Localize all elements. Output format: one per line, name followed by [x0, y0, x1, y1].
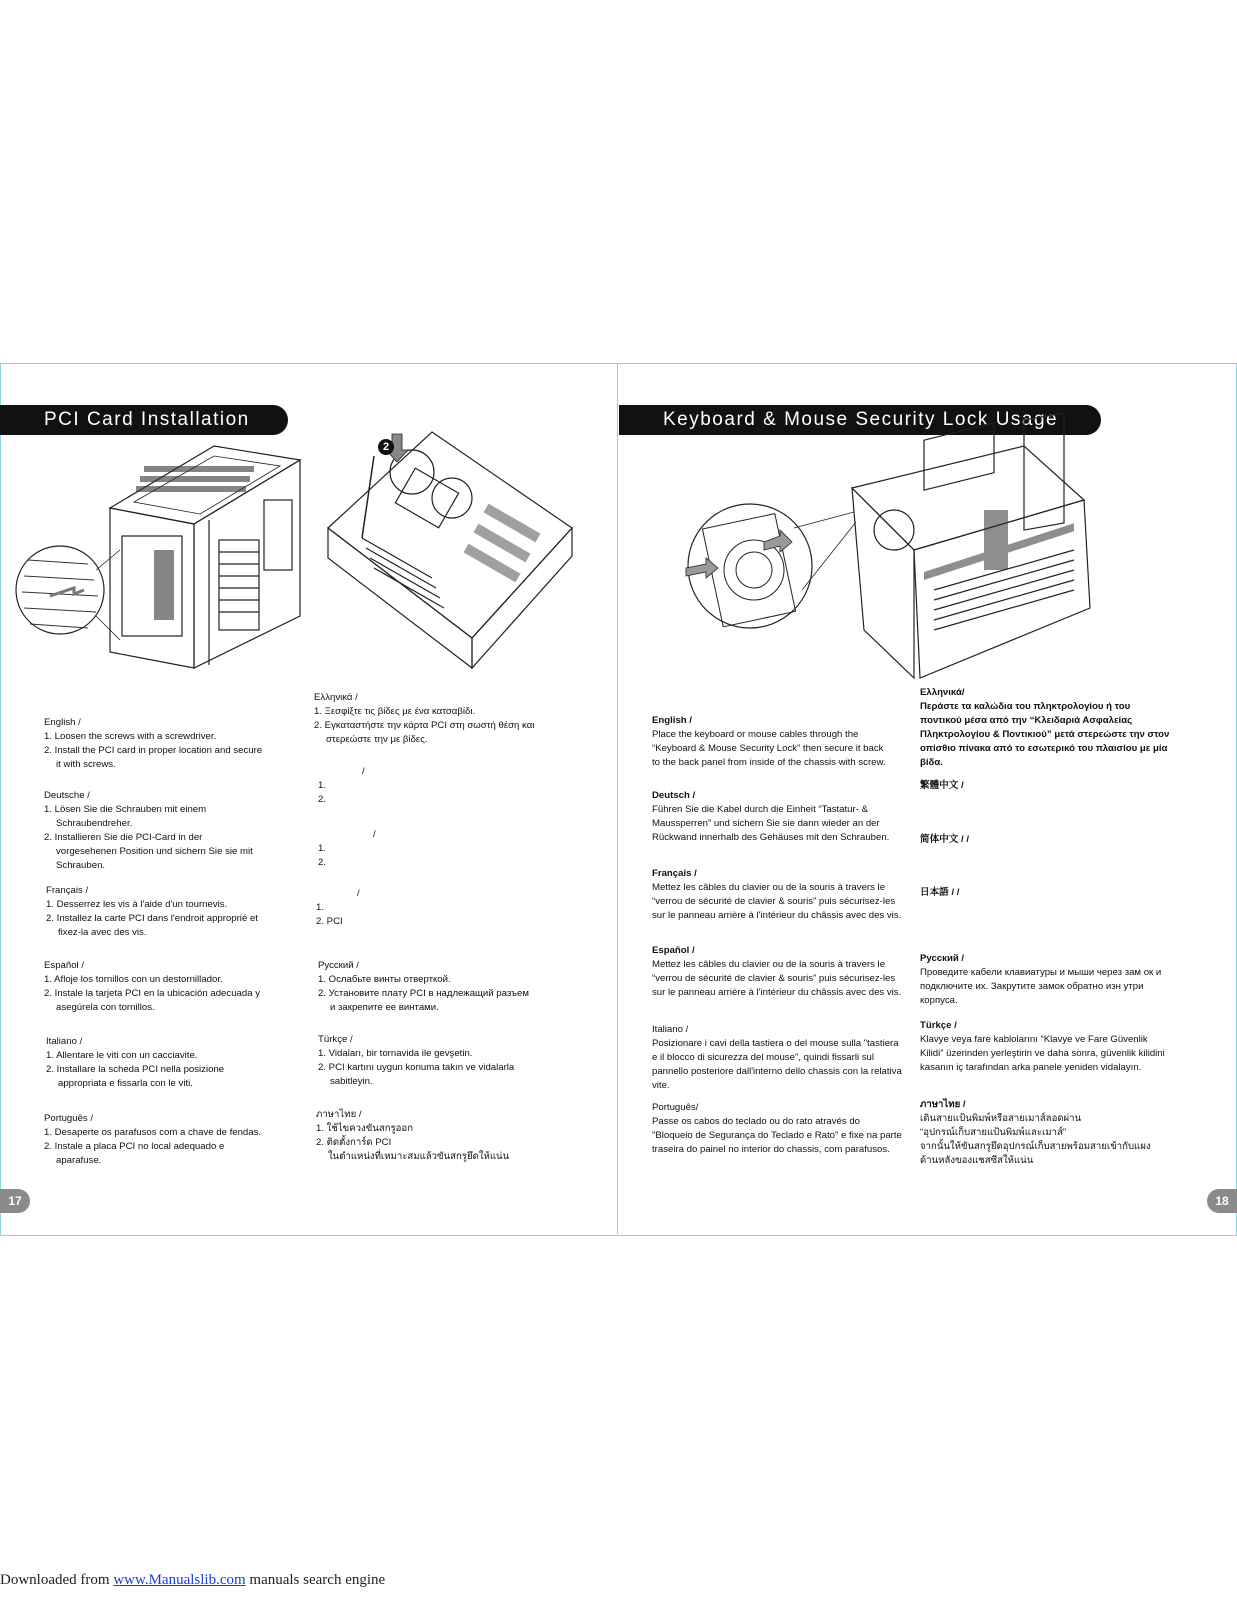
right-english-section: English / Place the keyboard or mouse cables through the “Keyboard & Mouse Security Lock” then secure it back to the back panel from inside of the chassis with screw.	[652, 714, 892, 770]
right-japanese-section	[920, 886, 1170, 900]
left-russian-section: Русский / 1. Ослабьте винты отверткой. 2. Установите плату PCI в надлежащий разъем и закрепите ее винтами.	[318, 959, 608, 1015]
section-heading: /	[373, 829, 376, 840]
left-page-number: 17	[0, 1189, 30, 1213]
section-heading: Português /	[44, 1113, 94, 1124]
left-francais-section: Français / 1. Desserrez les vis à l'aide d'un tournevis. 2. Installez la carte PCI dans l'endroit approprié et fixez-la avec des vis.	[46, 884, 306, 940]
section-heading: English /	[44, 717, 81, 728]
section-heading: Português/	[652, 1102, 699, 1113]
left-blank-section-1: / 1. 2.	[318, 765, 518, 807]
page-gutter	[617, 363, 618, 1234]
left-blank-section-2: / 1. 2.	[318, 828, 518, 870]
footer-suffix: manuals search engine	[245, 1572, 386, 1588]
section-heading: English /	[652, 715, 692, 726]
left-page-title: PCI Card Installation	[44, 409, 250, 430]
section-heading: Русский /	[920, 953, 965, 964]
section-heading: Deutsch /	[652, 790, 696, 801]
left-italiano-section: Italiano / 1. Allentare le viti con un cacciavite. 2. Installare la scheda PCI nella posizione appropriata e fissarla con le viti.	[46, 1035, 306, 1091]
right-page-title-banner	[619, 405, 1101, 435]
security-lock-illustration	[684, 440, 1114, 685]
left-turkish-section: Türkçe / 1. Vidaları, bir tornavida ile gevşetin. 2. PCI kartını uygun konuma takın ve vidalarla sabitleyin.	[318, 1033, 608, 1089]
download-footer	[0, 1572, 440, 1589]
section-heading: 繁體中文 /	[920, 780, 964, 791]
section-heading: Italiano /	[46, 1036, 83, 1047]
right-page-number: 18	[1207, 1189, 1237, 1213]
section-heading: Deutsche /	[44, 790, 90, 801]
right-greek-section: Ελληνικά/ Περάστε τα καλώδια του πληκτρολογίου ή του ποντικού μέσα από την “Κλειδαριά Ασφαλείας Πληκτρολογίου & Ποντικιού” μετά στερεώστε την στον οπίσθιο πίνακα από το εσωτερικό του πλαισίου με μία βίδα.	[920, 687, 1170, 768]
pci-open-chassis-illustration	[322, 428, 582, 678]
section-heading: Русский /	[318, 960, 359, 971]
left-english-section: English / 1. Loosen the screws with a screwdriver. 2. Install the PCI card in proper location and secure it with screws.	[44, 716, 304, 772]
left-deutsche-section: Deutsche / 1. Lösen Sie die Schrauben mit einem Schraubendreher. 2. Installieren Sie die PCI-Card in der vorgesehenen Position und sichern Sie sie mit Schrauben.	[44, 789, 304, 873]
section-heading: Español /	[652, 945, 695, 956]
right-page-title: Keyboard & Mouse Security Lock Usage	[663, 409, 1059, 430]
section-heading: Ελληνικά/	[920, 687, 965, 698]
section-heading: Français /	[652, 868, 697, 879]
right-thai-section: ภาษาไทย / เดินสายแป้นพิมพ์หรือสายเมาส์ลอดผ่าน “อุปกรณ์เก็บสายแป้นพิมพ์และเมาส์” จากนั้นให้ขันสกรูยึดอุปกรณ์เก็บสายพร้อมสายเข้ากับแผง ด้านหลังของแชสซีสให้แน่น	[920, 1098, 1190, 1168]
footer-prefix: Downloaded from	[0, 1572, 114, 1588]
pci-tower-illustration	[14, 440, 314, 690]
section-heading: Türkçe /	[920, 1020, 957, 1031]
right-espanol-section: Español / Mettez les câbles du clavier ou de la souris à travers le “verrou de sécurité de clavier & souris” puis sécurisez-les sur le panneau arrière à l'intérieur du châssis avec des vis.	[652, 945, 902, 998]
manualslib-link[interactable]: www.Manualslib.com	[113, 1572, 246, 1588]
section-heading: Türkçe /	[318, 1034, 353, 1045]
section-heading: Ελληνικά /	[314, 692, 358, 703]
left-espanol-section: Español / 1. Afloje los tornillos con un destornillador. 2. Instale la tarjeta PCI en la ubicación adecuada y asegúrela con tornillos.	[44, 959, 304, 1015]
section-heading: Français /	[46, 885, 89, 896]
right-deutsch-section: Deutsch / Führen Sie die Kabel durch die Einheit “Tastatur- & Maussperren” und sichern Sie sie dann wieder an der Rückwand innerhalb des Gehäuses mit den Schrauben.	[652, 789, 892, 845]
section-heading: ภาษาไทย /	[316, 1109, 362, 1120]
section-heading: ภาษาไทย /	[920, 1099, 966, 1110]
right-turkish-section: Türkçe / Klavye veya fare kablolarını “Klavye ve Fare Güvenlik Kilidi” üzerinden yerleştirin ve daha sonra, güvenlik kilidini kasanın iç tarafından arka panele yeniden vidalayın.	[920, 1019, 1170, 1075]
left-blank-section-3: / 1. 2. PCI	[316, 887, 516, 929]
section-heading: Italiano /	[652, 1024, 689, 1035]
section-heading: /	[362, 766, 365, 777]
right-russian-section: Русский / Проведите кабели клавиатуры и мыши через зам ок и подключите их. Закрутите замок обратно изн утри корпуса.	[920, 952, 1170, 1008]
section-heading: 简体中文 / /	[920, 834, 970, 845]
step-2-badge: 2	[378, 439, 394, 455]
section-heading: Español /	[44, 960, 85, 971]
left-greek-section: Ελληνικά / 1. Ξεσφίξτε τις βίδες με ένα κατσαβίδι. 2. Εγκαταστήστε την κάρτα PCI στη σωστή θέση και στερεώστε την με βίδες.	[314, 691, 604, 747]
left-portugues-section: Português / 1. Desaperte os parafusos com a chave de fendas. 2. Instale a placa PCI no local adequado e aparafuse.	[44, 1112, 304, 1168]
right-francais-section: Français / Mettez les câbles du clavier ou de la souris à travers le “verrou de sécurité de clavier & souris” puis sécurisez-les sur le panneau arrière à l'intérieur du châssis avec des vis.	[652, 868, 902, 921]
right-simp-chinese-section	[920, 833, 1170, 847]
section-heading: 日本語 / /	[920, 887, 960, 898]
right-trad-chinese-section	[920, 779, 1170, 793]
left-page-title-banner	[0, 405, 288, 435]
left-thai-section: ภาษาไทย / 1. ใช้ไขควงขันสกรูออก 2. ติดตั้งการ์ด PCI ในตำแหน่งที่เหมาะสมแล้วขันสกรูยึดให้แน่น	[316, 1108, 606, 1164]
section-heading: /	[357, 888, 360, 899]
right-italiano-section: Italiano / Posizionare i cavi della tastiera o del mouse sulla "tastiera e il blocco di sicurezza del mouse", quindi fissarli sul pannello posteriore dall'interno dello chassis con la relativa vite.	[652, 1024, 902, 1091]
right-portugues-section: Português/ Passe os cabos do teclado ou do rato através do "Bloqueio de Segurança do Teclado e Rato" e fixe na parte traseira do painel no interior do chassis, com parafusos.	[652, 1102, 902, 1155]
